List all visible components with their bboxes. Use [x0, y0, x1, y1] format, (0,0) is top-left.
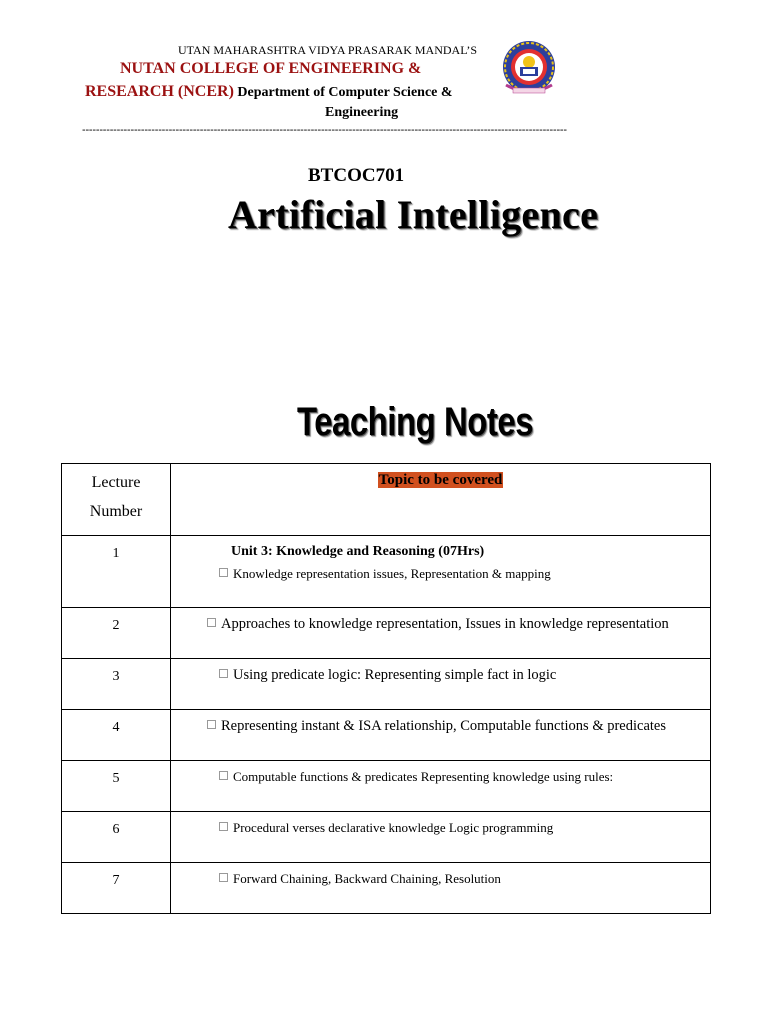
college-name-line1: NUTAN COLLEGE OF ENGINEERING &	[120, 60, 422, 77]
lecture-topic	[171, 812, 711, 863]
bullet-icon	[219, 822, 228, 831]
department-name-cont: Engineering	[325, 105, 399, 120]
mandal-name: UTAN MAHARASHTRA VIDYA PRASARAK MANDAL’S	[178, 43, 478, 57]
lecture-number: 3	[62, 659, 171, 710]
table-row	[62, 710, 711, 761]
bullet-icon	[219, 568, 228, 577]
table-row	[62, 659, 711, 710]
lecture-header-line1: Lecture	[91, 474, 141, 491]
lecture-number: 2	[62, 608, 171, 659]
bullet-icon	[207, 720, 216, 729]
teaching-notes-title: Teaching Notes	[297, 400, 534, 444]
lecture-topic	[171, 659, 711, 710]
lecture-topic	[171, 710, 711, 761]
table-row	[62, 863, 711, 914]
course-code: BTCOC701	[308, 165, 405, 186]
topic-header	[171, 464, 711, 536]
course-title: Artificial Intelligence	[228, 192, 599, 237]
lecture-header-line2: Number	[89, 503, 143, 520]
lecture-topic	[171, 863, 711, 914]
department-name: Department of Computer Science &	[233, 85, 453, 100]
bullet-icon	[207, 618, 216, 627]
lecture-topic	[171, 536, 711, 608]
lecture-number: 1	[62, 536, 171, 608]
topic-text: Approaches to knowledge representation, Issues in knowledge representation	[221, 616, 669, 632]
table-row	[62, 536, 711, 608]
unit-title: Unit 3: Knowledge and Reasoning (07Hrs)	[231, 544, 485, 559]
lecture-topic	[171, 608, 711, 659]
table-row	[62, 812, 711, 863]
lecture-number: 7	[62, 863, 171, 914]
lecture-topic	[171, 761, 711, 812]
topic-line	[219, 566, 710, 582]
table-header-row	[62, 464, 711, 536]
lecture-number: 5	[62, 761, 171, 812]
header-separator: --------------------------------------------------------------------------------------------------------------------------------------------	[82, 124, 567, 136]
bullet-icon	[219, 771, 228, 780]
topic-text: Computable functions & predicates Representing knowledge using rules:	[233, 769, 614, 784]
topic-header-label: Topic to be covered	[378, 472, 503, 488]
college-name-ncer: RESEARCH (NCER)	[85, 83, 234, 100]
topic-text: Procedural verses declarative knowledge Logic programming	[233, 820, 554, 835]
lecture-number: 4	[62, 710, 171, 761]
lecture-number: 6	[62, 812, 171, 863]
topic-text: Representing instant & ISA relationship, Computable functions & predicates	[221, 718, 666, 734]
table-row	[62, 608, 711, 659]
college-seal-logo	[500, 40, 558, 96]
lecture-table	[61, 463, 711, 914]
topic-text: Forward Chaining, Backward Chaining, Resolution	[233, 871, 501, 886]
college-name-line2	[85, 83, 453, 101]
topic-text: Knowledge representation issues, Representation & mapping	[233, 566, 551, 581]
bullet-icon	[219, 873, 228, 882]
lecture-number-header	[62, 464, 171, 536]
table-row	[62, 761, 711, 812]
bullet-icon	[219, 669, 228, 678]
topic-text: Using predicate logic: Representing simple fact in logic	[233, 667, 557, 683]
